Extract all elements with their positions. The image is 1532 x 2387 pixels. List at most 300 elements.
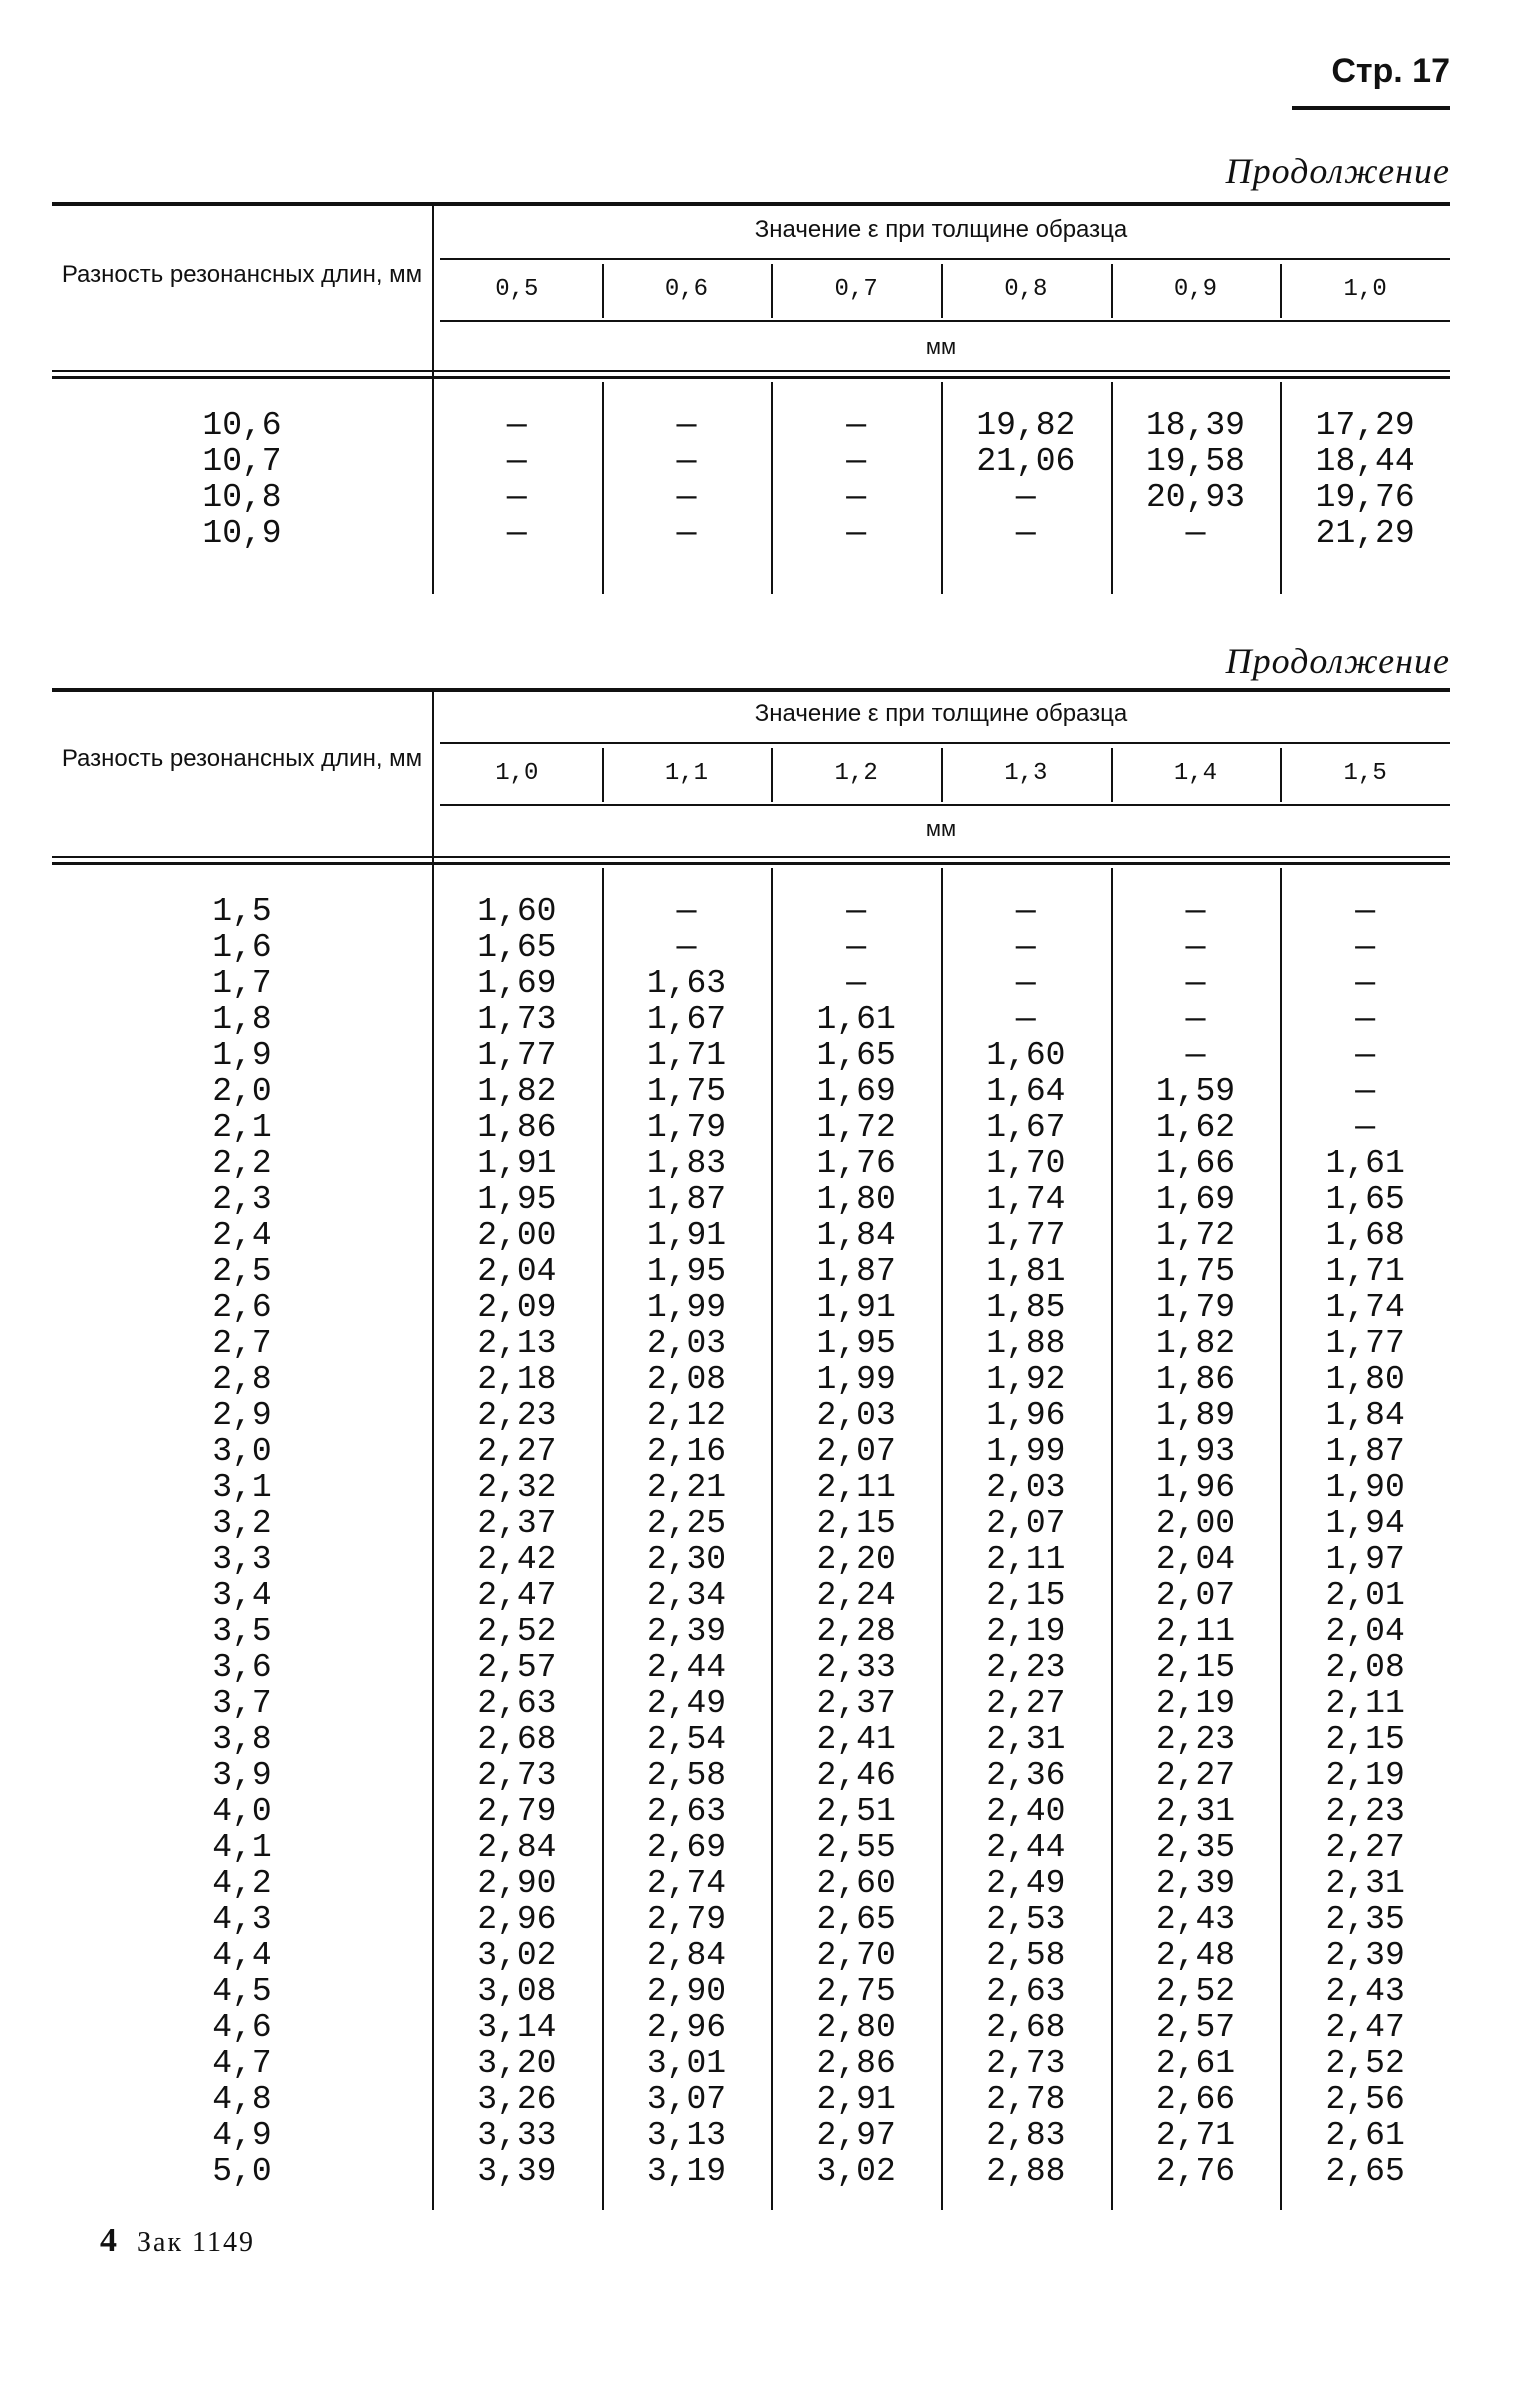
table-cell: 2,18 xyxy=(477,1361,557,1398)
header-bottom-rule xyxy=(52,370,1450,372)
column-header: 1,4 xyxy=(1173,760,1218,787)
table-cell: 1,87 xyxy=(646,1181,727,1218)
table-cell: 1,69 xyxy=(477,965,557,1002)
row-label: 5,0 xyxy=(212,2153,272,2190)
row-label: 4,0 xyxy=(212,1793,272,1830)
row-label: 4,8 xyxy=(212,2081,272,2118)
table-cell: 2,20 xyxy=(816,1541,896,1578)
value-column xyxy=(432,894,602,2190)
table-cell: 2,80 xyxy=(816,2009,896,2046)
table-cell: 2,15 xyxy=(986,1577,1066,1614)
table-cell: 2,42 xyxy=(477,1541,557,1578)
table-cell: 18,39 xyxy=(1145,407,1245,444)
table-cell: 1,91 xyxy=(477,1145,557,1182)
table-cell: 21,29 xyxy=(1315,515,1415,552)
table-cell: 2,44 xyxy=(986,1829,1066,1866)
table-cell: 2,90 xyxy=(477,1865,557,1902)
row-label: 4,4 xyxy=(212,1937,272,1974)
table-cell: 19,58 xyxy=(1145,443,1245,480)
table-cell: 2,70 xyxy=(816,1937,896,1974)
table-cell: 2,34 xyxy=(646,1577,727,1614)
table-cell: 2,31 xyxy=(1155,1793,1236,1830)
table-cell: 1,95 xyxy=(816,1325,896,1362)
table-cell: 2,75 xyxy=(816,1973,896,2010)
table-cell: 1,61 xyxy=(816,1001,896,1038)
table-cell: 2,04 xyxy=(1325,1613,1405,1650)
table-cell: 2,24 xyxy=(816,1577,896,1614)
table-cell: — xyxy=(846,443,867,480)
row-label: 2,6 xyxy=(212,1289,272,1326)
table-cell: 2,03 xyxy=(646,1325,727,1362)
table-cell: — xyxy=(1355,1001,1376,1038)
table-cell: — xyxy=(1015,479,1036,516)
row-label: 10,8 xyxy=(202,479,282,516)
table-cell: 2,49 xyxy=(986,1865,1066,1902)
table-cell: — xyxy=(1015,965,1036,1002)
column-header-divider xyxy=(771,264,773,318)
table-cell: — xyxy=(846,893,867,930)
table-cell: 2,43 xyxy=(1325,1973,1405,2010)
row-label: 2,9 xyxy=(212,1397,272,1434)
table-cell: 1,70 xyxy=(986,1145,1066,1182)
value-column xyxy=(1111,894,1281,2190)
table-cell: 2,58 xyxy=(646,1757,727,1794)
table-cell: 2,30 xyxy=(646,1541,727,1578)
row-header: Разность резонансных длин, мм xyxy=(61,745,423,772)
unit-label: мм xyxy=(925,816,957,841)
value-column xyxy=(602,408,772,552)
table-cell: 1,91 xyxy=(646,1217,727,1254)
unit-label: мм xyxy=(925,334,957,359)
table-cell: 2,07 xyxy=(1155,1577,1236,1614)
value-column xyxy=(1280,894,1450,2190)
table-cell: 2,53 xyxy=(986,1901,1066,1938)
table-cell: 3,20 xyxy=(477,2045,557,2082)
table-cell: — xyxy=(1015,1001,1036,1038)
table-cell: 2,27 xyxy=(986,1685,1066,1722)
table-cell: 1,95 xyxy=(646,1253,727,1290)
table-cell: 1,71 xyxy=(646,1037,727,1074)
table-cell: 2,47 xyxy=(477,1577,557,1614)
table-cell: 1,88 xyxy=(986,1325,1066,1362)
table-cell: — xyxy=(1185,965,1206,1002)
row-label: 3,7 xyxy=(212,1685,272,1722)
table-cell: 3,39 xyxy=(477,2153,557,2190)
column-header: 1,0 xyxy=(1343,276,1387,303)
row-label: 3,5 xyxy=(212,1613,272,1650)
table-cell: 2,68 xyxy=(986,2009,1066,2046)
table-cell: 2,23 xyxy=(1155,1721,1236,1758)
table-cell: 2,32 xyxy=(477,1469,557,1506)
row-label: 1,7 xyxy=(212,965,272,1002)
table-cell: 2,33 xyxy=(816,1649,896,1686)
table-cell: — xyxy=(1015,515,1036,552)
table-cell: — xyxy=(846,515,867,552)
table-cell: 2,40 xyxy=(986,1793,1066,1830)
row-label: 3,6 xyxy=(212,1649,272,1686)
table-cell: 1,73 xyxy=(477,1001,557,1038)
table-cell: 2,21 xyxy=(646,1469,727,1506)
row-label: 2,8 xyxy=(212,1361,272,1398)
table-cell: 1,96 xyxy=(1155,1469,1236,1506)
table-cell: 3,26 xyxy=(477,2081,557,2118)
table-cell: 2,74 xyxy=(646,1865,727,1902)
table-cell: 2,25 xyxy=(646,1505,727,1542)
table-top-rule xyxy=(52,688,1450,692)
table-cell: — xyxy=(1355,1073,1376,1110)
table-cell: — xyxy=(1185,1037,1206,1074)
table-cell: 2,23 xyxy=(477,1397,557,1434)
row-label: 4,5 xyxy=(212,1973,272,2010)
table-cell: 2,23 xyxy=(1325,1793,1405,1830)
table-cell: — xyxy=(676,407,697,444)
table-cell: 1,65 xyxy=(477,929,557,966)
table-cell: — xyxy=(676,443,697,480)
table-cell: 1,79 xyxy=(646,1109,727,1146)
table-cell: 1,86 xyxy=(1155,1361,1236,1398)
row-label: 4,6 xyxy=(212,2009,272,2046)
table-cell: 2,61 xyxy=(1155,2045,1236,2082)
table-cell: 1,84 xyxy=(1325,1397,1405,1434)
table-cell: 1,79 xyxy=(1155,1289,1236,1326)
table-cell: 2,09 xyxy=(477,1289,557,1326)
table-cell: 2,78 xyxy=(986,2081,1066,2118)
table-cell: 2,08 xyxy=(1325,1649,1405,1686)
table-cell: 1,74 xyxy=(986,1181,1066,1218)
row-label: 1,8 xyxy=(212,1001,272,1038)
table-cell: 1,77 xyxy=(1325,1325,1405,1362)
header-bottom-rule xyxy=(52,856,1450,858)
table-cell: 2,57 xyxy=(1155,2009,1236,2046)
table-cell: 2,15 xyxy=(1325,1721,1405,1758)
table-cell: 2,73 xyxy=(986,2045,1066,2082)
row-labels-column xyxy=(52,408,432,552)
row-label: 3,2 xyxy=(212,1505,272,1542)
page-number: Стр. 17 xyxy=(1331,52,1450,90)
row-label: 3,9 xyxy=(212,1757,272,1794)
table-cell: 2,03 xyxy=(986,1469,1066,1506)
table-cell: 2,36 xyxy=(986,1757,1066,1794)
table-cell: 2,65 xyxy=(816,1901,896,1938)
table-cell: — xyxy=(846,479,867,516)
table-cell: 1,77 xyxy=(986,1217,1066,1254)
table-cell: 1,91 xyxy=(816,1289,896,1326)
table-cell: — xyxy=(1355,1109,1376,1146)
row-label: 1,5 xyxy=(212,893,272,930)
row-label: 1,6 xyxy=(212,929,272,966)
table-cell: 2,63 xyxy=(646,1793,727,1830)
table-cell: 1,86 xyxy=(477,1109,557,1146)
table-cell: 3,02 xyxy=(477,1937,557,1974)
value-column xyxy=(432,408,602,552)
table-cell: — xyxy=(1355,965,1376,1002)
row-label: 3,0 xyxy=(212,1433,272,1470)
table-cell: 1,61 xyxy=(1325,1145,1405,1182)
column-header-divider xyxy=(602,748,604,802)
table-cell: 2,11 xyxy=(986,1541,1066,1578)
table-cell: 3,13 xyxy=(646,2117,727,2154)
table-cell: 2,97 xyxy=(816,2117,896,2154)
row-labels-column xyxy=(52,894,432,2190)
table-cell: 2,11 xyxy=(1155,1613,1236,1650)
table-cell: 2,73 xyxy=(477,1757,557,1794)
sheet-number: 4 xyxy=(100,2222,117,2259)
table-cell: 1,83 xyxy=(646,1145,727,1182)
table-cell: 1,62 xyxy=(1155,1109,1236,1146)
table-cell: 1,89 xyxy=(1155,1397,1236,1434)
group-header-rule xyxy=(440,742,1450,744)
value-column xyxy=(1280,408,1450,552)
table-cell: 1,59 xyxy=(1155,1073,1236,1110)
table-cell: 2,58 xyxy=(986,1937,1066,1974)
table-cell: 2,91 xyxy=(816,2081,896,2118)
table-cell: 2,31 xyxy=(1325,1865,1405,1902)
row-label: 3,3 xyxy=(212,1541,272,1578)
table-cell: 1,63 xyxy=(646,965,727,1002)
table-cell: 2,13 xyxy=(477,1325,557,1362)
table-cell: 1,75 xyxy=(646,1073,727,1110)
table-cell: 1,95 xyxy=(477,1181,557,1218)
table-cell: 2,08 xyxy=(646,1361,727,1398)
table-cell: 1,65 xyxy=(816,1037,896,1074)
continuation-label-1: Продолжение xyxy=(1225,151,1450,191)
data-table-1 xyxy=(52,202,1450,602)
table-cell: 1,85 xyxy=(986,1289,1066,1326)
table-cell: 1,82 xyxy=(477,1073,557,1110)
table-cell: — xyxy=(846,407,867,444)
group-header: Значение ε при толщине образца xyxy=(754,700,1128,727)
column-header-rule xyxy=(440,804,1450,806)
table-cell: 2,54 xyxy=(646,1721,727,1758)
table-cell: 2,69 xyxy=(646,1829,727,1866)
table-cell: 17,29 xyxy=(1315,407,1415,444)
row-label: 2,7 xyxy=(212,1325,272,1362)
table-cell: 1,72 xyxy=(816,1109,896,1146)
table-cell: 1,69 xyxy=(1155,1181,1236,1218)
table-cell: 2,71 xyxy=(1155,2117,1236,2154)
table-cell: 2,83 xyxy=(986,2117,1066,2154)
table-cell: 1,82 xyxy=(1155,1325,1236,1362)
table-cell: — xyxy=(1355,929,1376,966)
table-cell: 2,04 xyxy=(477,1253,557,1290)
table-cell: 3,07 xyxy=(646,2081,727,2118)
column-header-divider xyxy=(941,264,943,318)
row-label: 1,9 xyxy=(212,1037,272,1074)
table-cell: 18,44 xyxy=(1315,443,1415,480)
value-column xyxy=(602,894,772,2190)
order-number: Зак 1149 xyxy=(137,2227,256,2258)
row-label: 10,9 xyxy=(202,515,282,552)
table-cell: — xyxy=(506,479,527,516)
table-cell: — xyxy=(676,893,697,930)
value-column xyxy=(771,408,941,552)
column-header-divider xyxy=(1111,748,1113,802)
table-cell: 2,90 xyxy=(646,1973,727,2010)
table-cell: 2,76 xyxy=(1155,2153,1236,2190)
table-cell: 2,39 xyxy=(1155,1865,1236,1902)
table-cell: — xyxy=(1185,1001,1206,1038)
table-cell: 21,06 xyxy=(976,443,1076,480)
table-cell: 2,03 xyxy=(816,1397,896,1434)
row-label: 10,7 xyxy=(202,443,282,480)
table-cell: 20,93 xyxy=(1145,479,1245,516)
table-cell: 2,04 xyxy=(1155,1541,1236,1578)
table-cell: 1,80 xyxy=(816,1181,896,1218)
column-header: 1,1 xyxy=(664,760,709,787)
table-cell: 1,94 xyxy=(1325,1505,1405,1542)
table-cell: 1,99 xyxy=(986,1433,1066,1470)
page-number-rule xyxy=(1292,106,1450,110)
table-cell: 1,99 xyxy=(816,1361,896,1398)
table-cell: 2,11 xyxy=(816,1469,896,1506)
table-cell: 2,01 xyxy=(1325,1577,1405,1614)
table-cell: 1,60 xyxy=(477,893,557,930)
column-header: 0,6 xyxy=(664,276,709,303)
row-header: Разность резонансных длин, мм xyxy=(61,261,423,288)
table-cell: — xyxy=(676,515,697,552)
table-cell: 1,96 xyxy=(986,1397,1066,1434)
table-cell: — xyxy=(676,929,697,966)
table-cell: 2,19 xyxy=(986,1613,1066,1650)
table-cell: 2,48 xyxy=(1155,1937,1236,1974)
table-cell: 1,97 xyxy=(1325,1541,1405,1578)
table-cell: 1,90 xyxy=(1325,1469,1405,1506)
table-cell: 2,65 xyxy=(1325,2153,1405,2190)
table-cell: 2,15 xyxy=(1155,1649,1236,1686)
table-cell: 2,15 xyxy=(816,1505,896,1542)
table-cell: 3,14 xyxy=(477,2009,557,2046)
table-cell: 1,92 xyxy=(986,1361,1066,1398)
group-header: Значение ε при толщине образца xyxy=(754,216,1128,243)
table-cell: — xyxy=(1355,1037,1376,1074)
table-cell: 2,27 xyxy=(1325,1829,1405,1866)
table-cell: 2,31 xyxy=(986,1721,1066,1758)
table-cell: 3,33 xyxy=(477,2117,557,2154)
table-cell: 1,64 xyxy=(986,1073,1066,1110)
table-cell: 2,19 xyxy=(1155,1685,1236,1722)
column-header: 1,0 xyxy=(495,760,539,787)
footer xyxy=(100,2222,255,2260)
table-cell: 2,84 xyxy=(646,1937,727,1974)
table-cell: 2,79 xyxy=(646,1901,727,1938)
table-cell: 2,68 xyxy=(477,1721,557,1758)
table-cell: 1,67 xyxy=(646,1001,727,1038)
table-cell: 1,75 xyxy=(1155,1253,1236,1290)
table-cell: 2,11 xyxy=(1325,1685,1405,1722)
table-cell: 2,44 xyxy=(646,1649,727,1686)
column-header-divider xyxy=(1111,264,1113,318)
table-cell: 2,79 xyxy=(477,1793,557,1830)
table-cell: 1,65 xyxy=(1325,1181,1405,1218)
table-cell: 2,49 xyxy=(646,1685,727,1722)
continuation-label-2: Продолжение xyxy=(1225,641,1450,681)
row-label: 4,2 xyxy=(212,1865,272,1902)
row-label: 2,0 xyxy=(212,1073,272,1110)
table-cell: 1,77 xyxy=(477,1037,557,1074)
row-label: 4,1 xyxy=(212,1829,272,1866)
table-cell: 1,87 xyxy=(816,1253,896,1290)
row-label: 2,3 xyxy=(212,1181,272,1218)
table-cell: 1,80 xyxy=(1325,1361,1405,1398)
table-cell: 19,82 xyxy=(976,407,1076,444)
table-cell: 2,12 xyxy=(646,1397,727,1434)
table-cell: — xyxy=(1355,893,1376,930)
column-header-divider xyxy=(602,264,604,318)
table-cell: 1,72 xyxy=(1155,1217,1236,1254)
group-header-rule xyxy=(440,258,1450,260)
table-cell: 1,76 xyxy=(816,1145,896,1182)
table-cell: 3,01 xyxy=(646,2045,727,2082)
table-cell: 3,02 xyxy=(816,2153,896,2190)
table-cell: 2,35 xyxy=(1155,1829,1236,1866)
table-cell: 2,19 xyxy=(1325,1757,1405,1794)
value-column xyxy=(941,408,1111,552)
table-cell: 2,37 xyxy=(477,1505,557,1542)
table-cell: 2,07 xyxy=(986,1505,1066,1542)
table-cell: 1,66 xyxy=(1155,1145,1236,1182)
table-top-rule xyxy=(52,202,1450,206)
table-cell: 1,81 xyxy=(986,1253,1066,1290)
table-cell: 2,88 xyxy=(986,2153,1066,2190)
table-cell: 2,63 xyxy=(986,1973,1066,2010)
table-cell: 2,07 xyxy=(816,1433,896,1470)
table-cell: 2,27 xyxy=(1155,1757,1236,1794)
value-column xyxy=(771,894,941,2190)
table-cell: 2,96 xyxy=(477,1901,557,1938)
table-cell: 1,84 xyxy=(816,1217,896,1254)
table-cell: 1,67 xyxy=(986,1109,1066,1146)
row-label: 2,5 xyxy=(212,1253,272,1290)
column-header: 1,2 xyxy=(834,760,878,787)
column-header: 0,8 xyxy=(1004,276,1048,303)
table-cell: 2,00 xyxy=(477,1217,557,1254)
table-cell: — xyxy=(1185,515,1206,552)
row-label: 2,1 xyxy=(212,1109,272,1146)
column-header: 0,9 xyxy=(1173,276,1218,303)
row-label: 10,6 xyxy=(202,407,282,444)
table-cell: 1,87 xyxy=(1325,1433,1405,1470)
column-header-divider xyxy=(1280,748,1282,802)
column-header-divider xyxy=(941,748,943,802)
row-label: 3,1 xyxy=(212,1469,272,1506)
row-label: 4,3 xyxy=(212,1901,272,1938)
value-column xyxy=(941,894,1111,2190)
table-cell: 19,76 xyxy=(1315,479,1415,516)
header-bottom-rule xyxy=(52,376,1450,379)
table-cell: 2,41 xyxy=(816,1721,896,1758)
data-table-2 xyxy=(52,688,1450,2228)
table-cell: 2,57 xyxy=(477,1649,557,1686)
table-cell: 1,71 xyxy=(1325,1253,1405,1290)
column-header-divider xyxy=(1280,264,1282,318)
table-cell: — xyxy=(846,929,867,966)
column-header-rule xyxy=(440,320,1450,322)
table-cell: 2,61 xyxy=(1325,2117,1405,2154)
column-header-divider xyxy=(771,748,773,802)
table-cell: 2,35 xyxy=(1325,1901,1405,1938)
table-cell: 2,46 xyxy=(816,1757,896,1794)
table-cell: 2,52 xyxy=(1325,2045,1405,2082)
table-cell: 2,28 xyxy=(816,1613,896,1650)
table-cell: 2,39 xyxy=(1325,1937,1405,1974)
table-cell: — xyxy=(506,515,527,552)
table-cell: 2,39 xyxy=(646,1613,727,1650)
table-cell: 2,51 xyxy=(816,1793,896,1830)
row-label: 4,9 xyxy=(212,2117,272,2154)
table-cell: 2,27 xyxy=(477,1433,557,1470)
header-bottom-rule xyxy=(52,862,1450,865)
table-cell: 2,52 xyxy=(477,1613,557,1650)
